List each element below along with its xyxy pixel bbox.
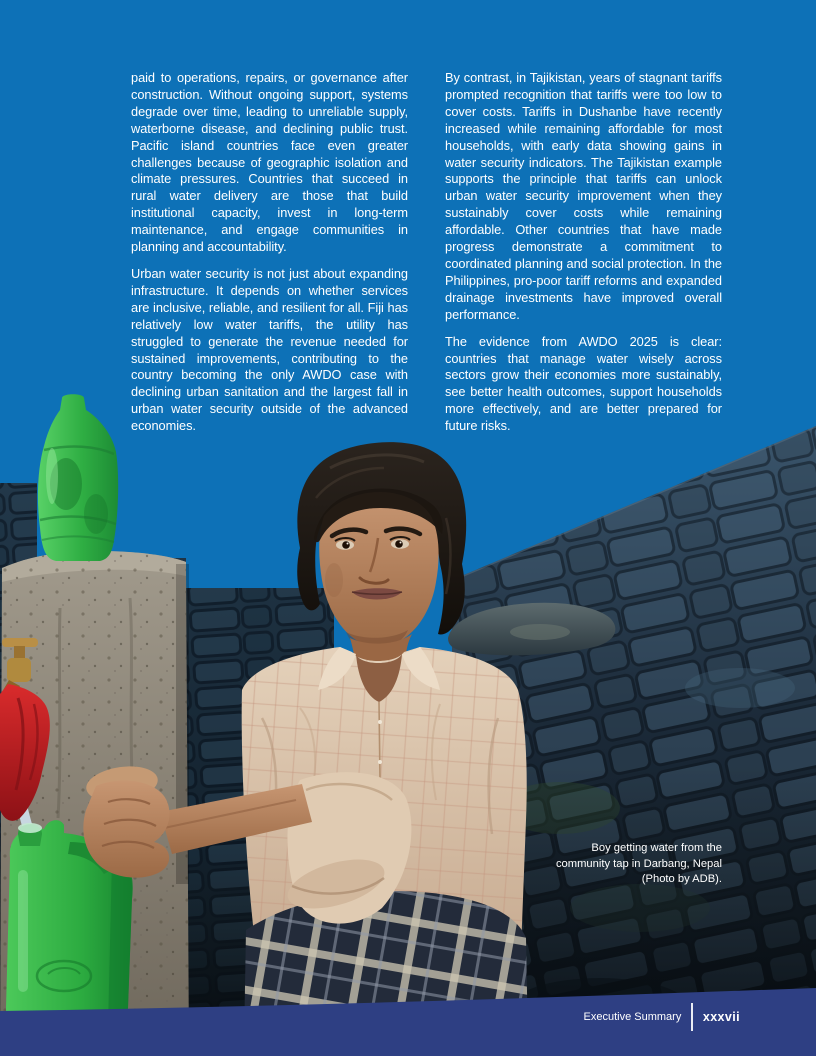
footer-page-number: xxxvii xyxy=(702,1010,740,1024)
caption-line: Boy getting water from the xyxy=(591,842,722,854)
photo-illustration xyxy=(0,388,816,1056)
paragraph: Urban water security is not just about expanding infrastructure. It depends on whether services are inclusive, reliable, and resilient for all. Fiji has relatively low water tariffs, the utility has struggled to generate the revenue needed for sustained improvements, contributing to the country becoming the only AWDO case with declining urban sanitation and the largest fall in urban water security outside of the advanced economies. xyxy=(131,265,408,434)
photo-caption xyxy=(556,841,722,888)
boy-hands xyxy=(83,762,169,878)
green-bottle xyxy=(38,394,118,561)
paragraph: By contrast, in Tajikistan, years of stagnant tariffs prompted recognition that tariffs were too low to cover costs. Tariffs in Dushanbe have recently increased while remaining affordable for most households, with early data showing gains in water security indicators. The Tajikistan example supports the principle that tariffs can unlock urban water security improvement when they sustainably cover costs while remaining affordable. Other countries that have made progress demonstrate a commitment to coordinated planning and social protection. In the Philippines, pro-poor tariff reforms and expanded drainage investments have improved overall performance. xyxy=(445,70,722,322)
paragraph: The evidence from AWDO 2025 is clear: countries that manage water wisely across sectors grow their economies more sustainably, see better health outcomes, support households more effectively, and are better prepared for future risks. xyxy=(445,333,722,434)
caption-line: (Photo by ADB). xyxy=(641,873,722,886)
footer-section-label: Executive Summary xyxy=(583,1011,682,1023)
page-footer xyxy=(584,1001,740,1033)
footer-divider xyxy=(691,1003,693,1031)
caption-line: community tap in Darbang, Nepal xyxy=(555,857,722,870)
paragraph: paid to operations, repairs, or governance after construction. Without ongoing support, systems degrade over time, leading to unreliable supply, waterborne disease, and declining public trust. Pacific island countries face even greater challenges because of geographic isolation and climate pressures. Countries that succeed in rural water delivery are those that build institutional capacity, invest in long-term maintenance, and engage communities in planning and accountability. xyxy=(131,70,408,255)
